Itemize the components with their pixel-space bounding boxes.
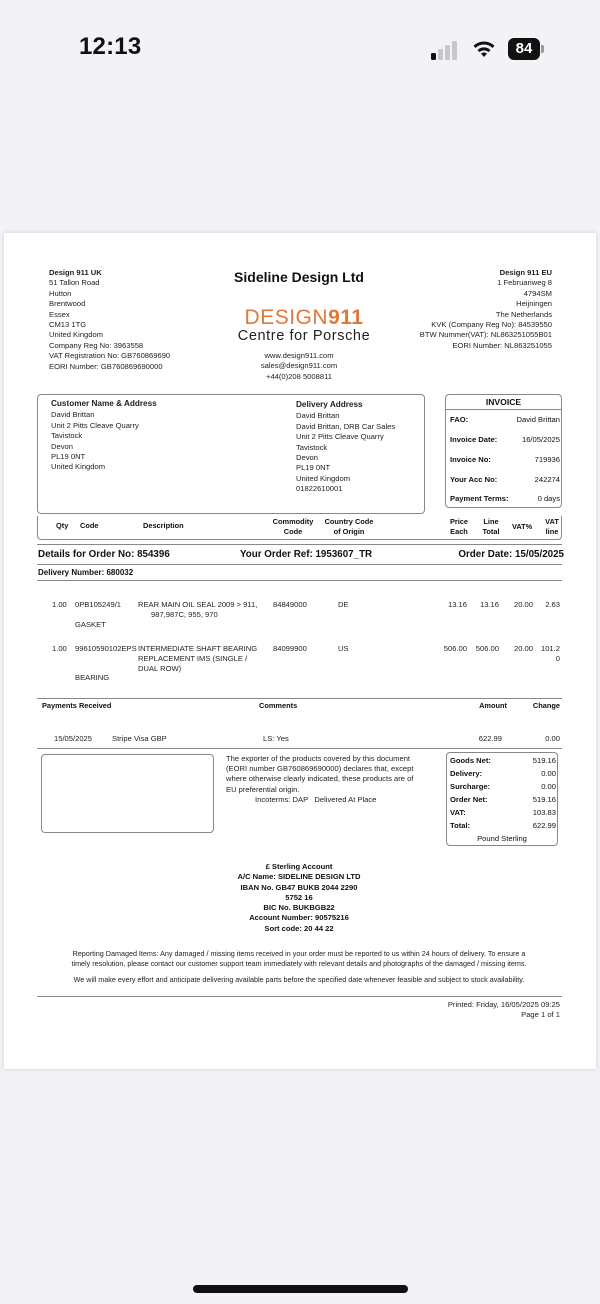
customer-line: United Kingdom	[51, 462, 106, 472]
customer-line: Devon	[51, 441, 73, 451]
uk-address-line: VAT Registration No: GB760869690	[49, 351, 171, 361]
item-description	[138, 600, 278, 620]
description-line: DUAL ROW)	[138, 664, 182, 674]
total-label: Delivery:	[450, 769, 483, 778]
item-commodity-code: 84099900	[273, 644, 307, 653]
bank-line: Sort code: 20 44 22	[264, 923, 334, 933]
item-qty: 1.00	[52, 600, 67, 609]
item-category: BEARING	[75, 673, 110, 682]
col-commodity-code	[270, 517, 316, 537]
item-category: GASKET	[75, 620, 106, 629]
row-value: David Brittan	[516, 415, 560, 424]
invoice-document	[4, 233, 596, 1069]
eu-address-line: 1 Februariweg 8	[497, 278, 552, 288]
delivery-line: PL19 0NT	[296, 463, 331, 473]
website-link[interactable]: www.design911.com	[264, 351, 334, 360]
col-country-origin	[321, 517, 377, 537]
customer-line: Tavistock	[51, 431, 83, 441]
payment-change: 0.00	[545, 734, 560, 743]
delivery-line: David Brittan, DRB Car Sales	[296, 421, 396, 431]
comments-heading: Comments	[259, 701, 298, 710]
description-line: INTERMEDIATE SHAFT BEARING	[138, 644, 258, 653]
payment-comment: LS: Yes	[263, 734, 289, 743]
delivery-line: Unit 2 Pitts Cleave Quarry	[296, 432, 384, 442]
delivery-line: David Brittan	[296, 411, 340, 421]
total-value: 0.00	[541, 769, 556, 778]
divider	[37, 698, 562, 699]
col-vat-percent: VAT%	[512, 522, 533, 531]
eu-company-name: Design 911 EU	[499, 268, 552, 277]
payments-received-heading: Payments Received	[42, 701, 112, 710]
totals-box	[446, 752, 558, 846]
notes-box	[41, 754, 214, 833]
customer-address	[51, 399, 251, 473]
bank-line: BIC No. BUKBGB22	[263, 903, 335, 913]
divider	[37, 996, 562, 997]
customer-heading: Customer Name & Address	[51, 399, 157, 408]
total-value: 103.83	[532, 808, 556, 817]
total-label: VAT:	[450, 808, 466, 817]
item-price: 13.16	[447, 600, 467, 609]
payment-method: Stripe Visa GBP	[112, 734, 167, 743]
item-origin: US	[338, 644, 349, 653]
logo-tagline: Centre for Porsche	[237, 328, 371, 344]
order-date: Order Date: 15/05/2025	[458, 549, 564, 560]
total-value: 622.99	[532, 821, 556, 830]
delivery-number: Delivery Number: 680032	[38, 568, 134, 577]
uk-company-name: Design 911 UK	[49, 268, 102, 277]
col-description: Description	[143, 521, 184, 530]
row-value: 0 days	[537, 494, 560, 503]
address-box	[37, 394, 425, 514]
bank-details	[184, 862, 414, 934]
divider	[37, 748, 562, 749]
amount-heading: Amount	[479, 701, 507, 710]
total-label: Total:	[450, 821, 471, 830]
col-label: Code	[283, 527, 303, 536]
col-label: line	[545, 527, 559, 536]
item-code: 0PB105249/1	[75, 600, 122, 609]
item-origin: DE	[338, 600, 349, 609]
col-vat-line	[543, 517, 561, 537]
col-label: Each	[450, 527, 468, 536]
customer-line: David Brittan	[51, 410, 95, 420]
total-label: Order Net:	[450, 795, 488, 804]
bank-line: Account Number: 90575216	[249, 913, 349, 923]
item-price: 506.00	[443, 644, 467, 653]
eu-address-line: BTW Nummer(VAT): NL863251055B01	[419, 330, 552, 340]
col-code: Code	[80, 521, 99, 530]
uk-address-line: Essex	[49, 309, 70, 319]
delivery-line: United Kingdom	[296, 473, 351, 483]
row-label: FAO:	[450, 415, 469, 424]
uk-address-line: Brentwood	[49, 299, 86, 309]
declaration-line: The exporter of the products covered by this document	[226, 754, 411, 763]
item-vat-line: 2.63	[545, 600, 560, 609]
damaged-items-notice	[34, 949, 564, 986]
total-value: 519.16	[532, 795, 556, 804]
delivery-address	[296, 400, 424, 495]
export-declaration	[226, 754, 441, 805]
logo-word: DESIGN	[244, 306, 329, 329]
item-line-total: 13.16	[479, 600, 499, 609]
divider	[37, 580, 562, 581]
printed-timestamp: Printed: Friday, 16/05/2025 09:25	[447, 1000, 560, 1009]
order-reference: Your Order Ref: 1953607_TR	[240, 549, 373, 560]
eu-address-line: The Netherlands	[495, 309, 552, 319]
currency-label: Pound Sterling	[477, 834, 527, 843]
row-value: 16/05/2025	[521, 435, 560, 444]
payment-date: 15/05/2025	[54, 734, 93, 743]
notice-line: Reporting Damaged Items: Any damaged / missing items received in your order must be reported to us within 24 hours of delivery. To ensure a	[72, 949, 526, 958]
total-value: 519.16	[532, 756, 556, 765]
description-line: REPLACEMENT IMS (SINGLE /	[138, 654, 248, 664]
col-label: VAT	[545, 517, 559, 526]
item-qty: 1.00	[52, 644, 67, 653]
total-label: Goods Net:	[450, 756, 491, 765]
item-commodity-code: 84849000	[273, 600, 307, 609]
design911-logo	[216, 307, 392, 344]
table-column-headers	[37, 516, 562, 540]
item-line-total: 506.00	[475, 644, 499, 653]
row-value: 719936	[534, 455, 560, 464]
customer-line: PL19 0NT	[51, 452, 86, 462]
uk-address	[49, 268, 229, 372]
uk-address-line: United Kingdom	[49, 330, 104, 340]
logo-number: 911	[328, 306, 364, 329]
battery-icon	[508, 38, 544, 60]
row-label: Your Acc No:	[450, 475, 498, 484]
contact-info	[204, 351, 394, 382]
uk-address-line: EORI Number: GB760869690000	[49, 361, 163, 371]
wifi-icon	[472, 39, 496, 59]
eu-address	[384, 268, 552, 351]
payment-amount: 622.99	[478, 734, 502, 743]
customer-line: Unit 2 Pitts Cleave Quarry	[51, 420, 139, 430]
order-number: Details for Order No: 854396	[38, 549, 170, 560]
col-price-each	[447, 517, 471, 537]
vat-value: 0	[555, 654, 560, 664]
eu-address-line: KVK (Company Reg No): 84539550	[431, 320, 552, 330]
bank-line: A/C Name: SIDELINE DESIGN LTD	[237, 872, 361, 882]
divider	[37, 564, 562, 565]
home-indicator[interactable]	[193, 1285, 408, 1293]
delivery-heading: Delivery Address	[296, 400, 363, 409]
print-info	[384, 1000, 560, 1020]
col-label: Country Code	[324, 517, 374, 526]
item-code: 99610590102EPS	[75, 644, 137, 653]
delivery-line: Tavistock	[296, 442, 328, 452]
invoice-title: INVOICE	[485, 397, 522, 407]
declaration-line: (EORI number GB760869690000) declares that, except	[226, 764, 414, 774]
col-qty: Qty	[56, 521, 69, 530]
uk-address-line: CM13 1TG	[49, 320, 87, 330]
delivery-line: Devon	[296, 453, 318, 463]
description-line: REAR MAIN OIL SEAL 2009 > 911,	[138, 600, 258, 609]
invoice-details-box	[445, 394, 562, 508]
declaration-line: EU preferential origin.	[226, 784, 300, 794]
vat-value: 101.2	[540, 644, 560, 653]
declaration-line: where otherwise clearly indicated, these products are of	[226, 774, 414, 784]
uk-address-line: Company Reg No: 3963558	[49, 340, 144, 350]
uk-address-line: 51 Tallon Road	[49, 278, 100, 288]
incoterms: Incoterms: DAP Delivered At Place	[255, 794, 377, 804]
col-label: of Origin	[333, 527, 365, 536]
eu-address-line: Heijningen	[516, 299, 552, 309]
company-name: Sideline Design Ltd	[234, 269, 364, 285]
bank-line: £ Sterling Account	[265, 862, 333, 871]
battery-level: 84	[508, 38, 540, 60]
divider	[37, 544, 562, 545]
col-label: Price	[449, 517, 469, 526]
total-value: 0.00	[541, 782, 556, 791]
row-label: Payment Terms:	[450, 494, 509, 503]
item-description	[138, 644, 278, 675]
total-label: Surcharge:	[450, 782, 491, 791]
row-label: Invoice No:	[450, 455, 491, 464]
row-value: 242274	[534, 475, 560, 484]
col-label: Total	[482, 527, 500, 536]
row-label: Invoice Date:	[450, 435, 498, 444]
bank-line: IBAN No. GB47 BUKB 2044 2290	[240, 882, 358, 892]
status-bar	[0, 0, 600, 96]
col-line-total	[478, 517, 504, 537]
item-vat-percent: 20.00	[513, 644, 533, 653]
delivery-line: 01822610001	[296, 484, 343, 494]
col-label: Line	[483, 517, 499, 526]
item-vat-percent: 20.00	[513, 600, 533, 609]
notice-line: timely resolution, please contact our customer support team immediately with relevant details and photographs of the damaged / missing items.	[71, 959, 527, 969]
eu-address-line: EORI Number: NL863251055	[452, 340, 552, 350]
uk-address-line: Hutton	[49, 288, 72, 298]
payment-row	[4, 734, 596, 746]
eu-address-line: 4794SM	[523, 288, 552, 298]
delivery-notice: We will make every effort and anticipate delivering available parts before the specified date whenever feasible and subject to stock availability.	[73, 975, 525, 985]
change-heading: Change	[532, 701, 560, 710]
signal-icon	[431, 40, 461, 60]
col-label: Commodity	[272, 517, 314, 526]
email-link[interactable]: sales@design911.com	[260, 361, 338, 371]
description-line: 987,987C, 955, 970	[151, 610, 218, 620]
item-vat-line	[534, 644, 560, 664]
phone-number: +44(0)208 5008811	[266, 371, 332, 381]
status-time: 12:13	[79, 33, 142, 60]
page-number: Page 1 of 1	[521, 1010, 560, 1020]
bank-line: 5752 16	[285, 892, 313, 902]
